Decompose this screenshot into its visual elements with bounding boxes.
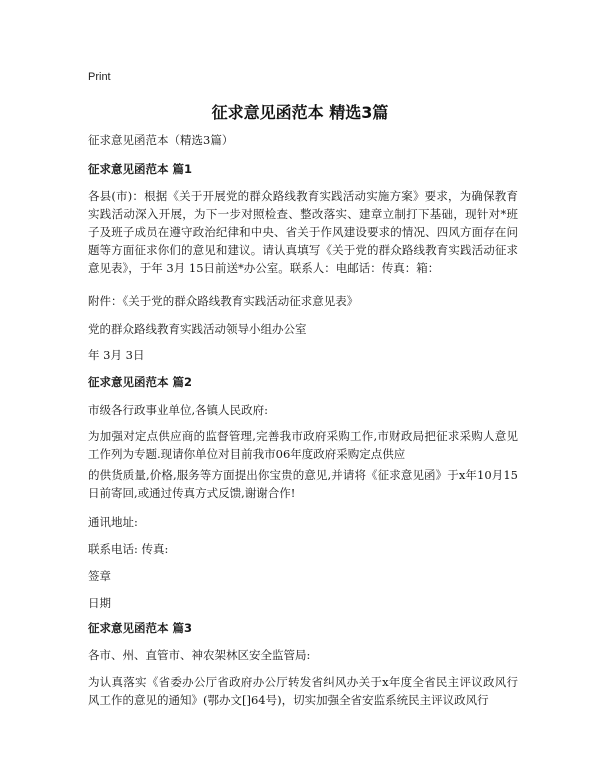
section-2-paragraph-1: 为加强对定点供应商的监督管理,完善我市政府采购工作,市财政局把征求采购人意见工作列为专题.现请你单位对目前我市06年度政府采购定点供应 (88, 429, 518, 461)
print-link[interactable]: Print (88, 71, 111, 83)
section-3-salutation: 各市、州、直管市、神农架林区安全监管局: (88, 648, 311, 662)
section-2-address: 通讯地址: (88, 515, 138, 529)
section-1-attachment: 附件：《关于党的群众路线教育实践活动征求意见表》 (88, 294, 359, 308)
section-heading-2: 征求意见函范本 篇2 (88, 375, 193, 389)
section-1-paragraph-1: 各县(市)：根据《关于开展党的群众路线教育实践活动实施方案》要求，为确保教育实践活动深入开展，为下一步对照检查、整改落实、建章立制打下基础，现针对*班子及班子成员在遵守政治纪律和中央、省关于作风建设要求的情况、四风方面存在问题等方面征求你们的意见和建议。请认真填写《关于党的群众路线教育实践活动征求意见表》，于年 3月 15日前送*办公室。联系人：电邮话：传真：箱： (88, 189, 518, 275)
section-2-contact: 联系电话: 传真: (88, 542, 169, 556)
section-1-date: 年 3月 3日 (88, 348, 145, 362)
section-heading-3: 征求意见函范本 篇3 (88, 621, 193, 635)
section-2-seal: 签章 (88, 569, 111, 583)
document-title: 征求意见函范本 精选3篇 (211, 103, 389, 122)
section-1-office: 党的群众路线教育实践活动领导小组办公室 (88, 322, 307, 336)
section-2-paragraph-2: 的供货质量,价格,服务等方面提出你宝贵的意见,并请将《征求意见函》于x年10月15日前寄回,或通过传真方式反馈,谢谢合作! (88, 468, 518, 500)
section-heading-1: 征求意见函范本 篇1 (88, 162, 193, 176)
section-2-salutation: 市级各行政事业单位,各镇人民政府: (88, 403, 269, 417)
section-3-paragraph-1: 为认真落实《省委办公厅省政府办公厅转发省纠风办关于x年度全省民主评议政风行风工作的意见的通知》(鄂办文[]64号)，切实加强全省安监系统民主评议政风行 (88, 675, 518, 707)
section-2-date: 日期 (88, 596, 111, 610)
document-subtitle: 征求意见函范本（精选3篇） (88, 133, 234, 147)
